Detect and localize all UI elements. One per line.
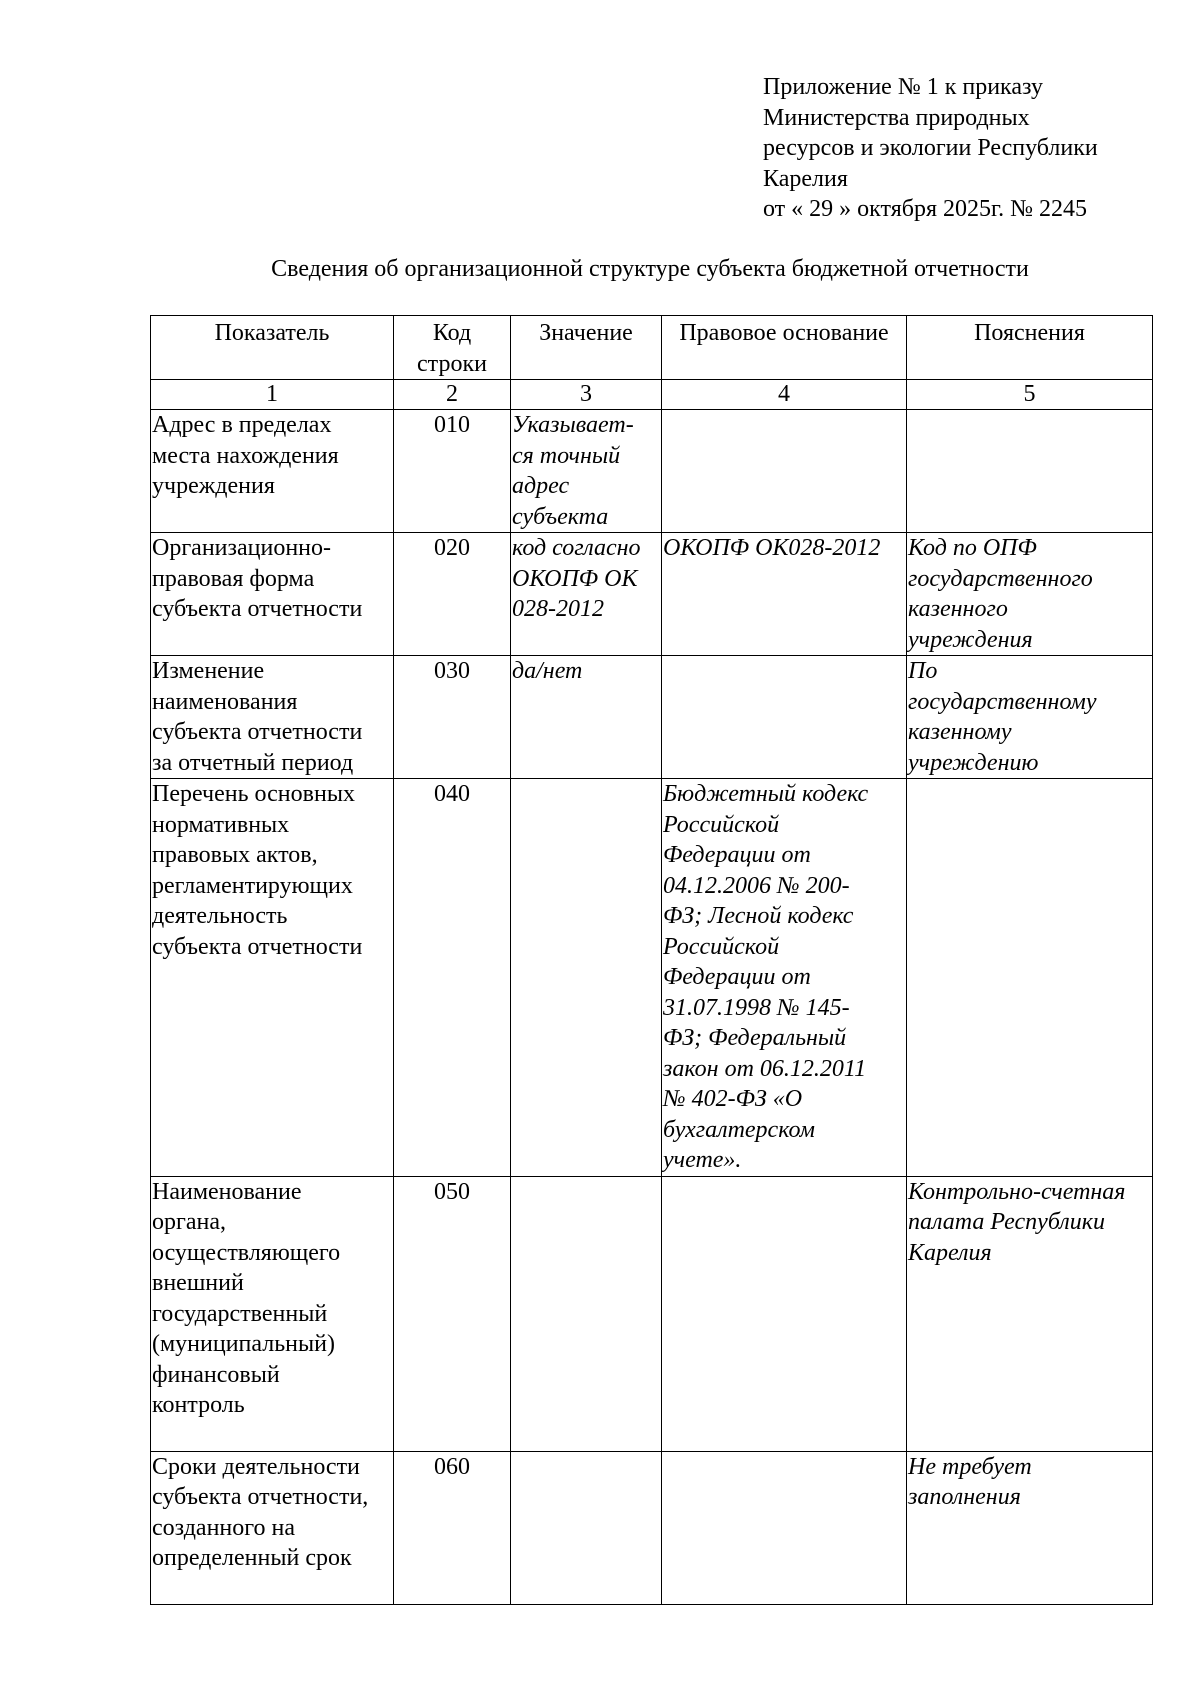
- legal-basis-cell: ОКОПФ ОК028-2012: [662, 533, 907, 656]
- code-cell: 040: [394, 779, 511, 1177]
- structure-table: [150, 315, 1153, 1605]
- appendix-line: от « 29 » октября 2025г. № 2245: [763, 196, 1088, 222]
- legal-basis-cell: Бюджетный кодекс Российской Федерации от 04.12.2006 № 200- ФЗ; Лесной кодекс Российской Федерации от 31.07.1998 № 145- ФЗ; Федеральный закон от 06.12.2011 № 402-ФЗ «О бухгалтерском учете».: [662, 779, 907, 1177]
- column-number-row: [151, 380, 1153, 410]
- table-row: [151, 1451, 1153, 1604]
- value-cell: да/нет: [511, 656, 662, 779]
- column-number: 3: [511, 380, 662, 410]
- code-cell: 060: [394, 1451, 511, 1604]
- column-number: 5: [907, 380, 1153, 410]
- column-header-notes: Пояснения: [907, 316, 1153, 380]
- code-cell: 020: [394, 533, 511, 656]
- notes-cell: [907, 410, 1153, 533]
- legal-basis-cell: [662, 656, 907, 779]
- column-header-indicator: Показатель: [151, 316, 394, 380]
- table-row: [151, 779, 1153, 1177]
- column-number: 2: [394, 380, 511, 410]
- indicator-cell: Сроки деятельности субъекта отчетности, созданного на определенный срок: [151, 1451, 394, 1604]
- appendix-line: ресурсов и экологии Республики: [763, 135, 1098, 161]
- code-cell: 010: [394, 410, 511, 533]
- code-cell: 030: [394, 656, 511, 779]
- notes-cell: Контрольно-счетная палата Республики Карелия: [907, 1176, 1153, 1451]
- value-cell: [511, 779, 662, 1177]
- column-number: 1: [151, 380, 394, 410]
- value-cell: код согласно ОКОПФ ОК 028-2012: [511, 533, 662, 656]
- document-title: Сведения об организационной структуре субъекта бюджетной отчетности: [271, 256, 1029, 282]
- indicator-cell: Перечень основных нормативных правовых актов, регламентирующих деятельность субъекта отчетности: [151, 779, 394, 1177]
- value-cell: Указывает- ся точный адрес субъекта: [511, 410, 662, 533]
- appendix-line: Карелия: [763, 165, 848, 192]
- appendix-note: [763, 72, 1163, 225]
- value-cell: [511, 1451, 662, 1604]
- table-row: [151, 656, 1153, 779]
- table-row: [151, 533, 1153, 656]
- column-number: 4: [662, 380, 907, 410]
- table-header-row: [151, 316, 1153, 380]
- code-cell: 050: [394, 1176, 511, 1451]
- notes-cell: Не требует заполнения: [907, 1451, 1153, 1604]
- legal-basis-cell: [662, 410, 907, 533]
- indicator-cell: Изменение наименования субъекта отчетности за отчетный период: [151, 656, 394, 779]
- appendix-line: Приложение № 1 к приказу: [763, 74, 1043, 100]
- indicator-cell: Наименование органа, осуществляющего внешний государственный (муниципальный) финансовый контроль: [151, 1176, 394, 1451]
- value-cell: [511, 1176, 662, 1451]
- notes-cell: Код по ОПФ государственного казенного учреждения: [907, 533, 1153, 656]
- notes-cell: [907, 779, 1153, 1177]
- table-row: [151, 1176, 1153, 1451]
- appendix-line: Министерства природных: [763, 104, 1030, 131]
- legal-basis-cell: [662, 1176, 907, 1451]
- column-header-legal-basis: Правовое основание: [662, 316, 907, 380]
- notes-cell: По государственному казенному учреждению: [907, 656, 1153, 779]
- table-row: [151, 410, 1153, 533]
- indicator-cell: Организационно- правовая форма субъекта отчетности: [151, 533, 394, 656]
- indicator-cell: Адрес в пределах места нахождения учреждения: [151, 410, 394, 533]
- legal-basis-cell: [662, 1451, 907, 1604]
- column-header-value: Значение: [511, 316, 662, 380]
- column-header-code: Код строки: [394, 316, 511, 380]
